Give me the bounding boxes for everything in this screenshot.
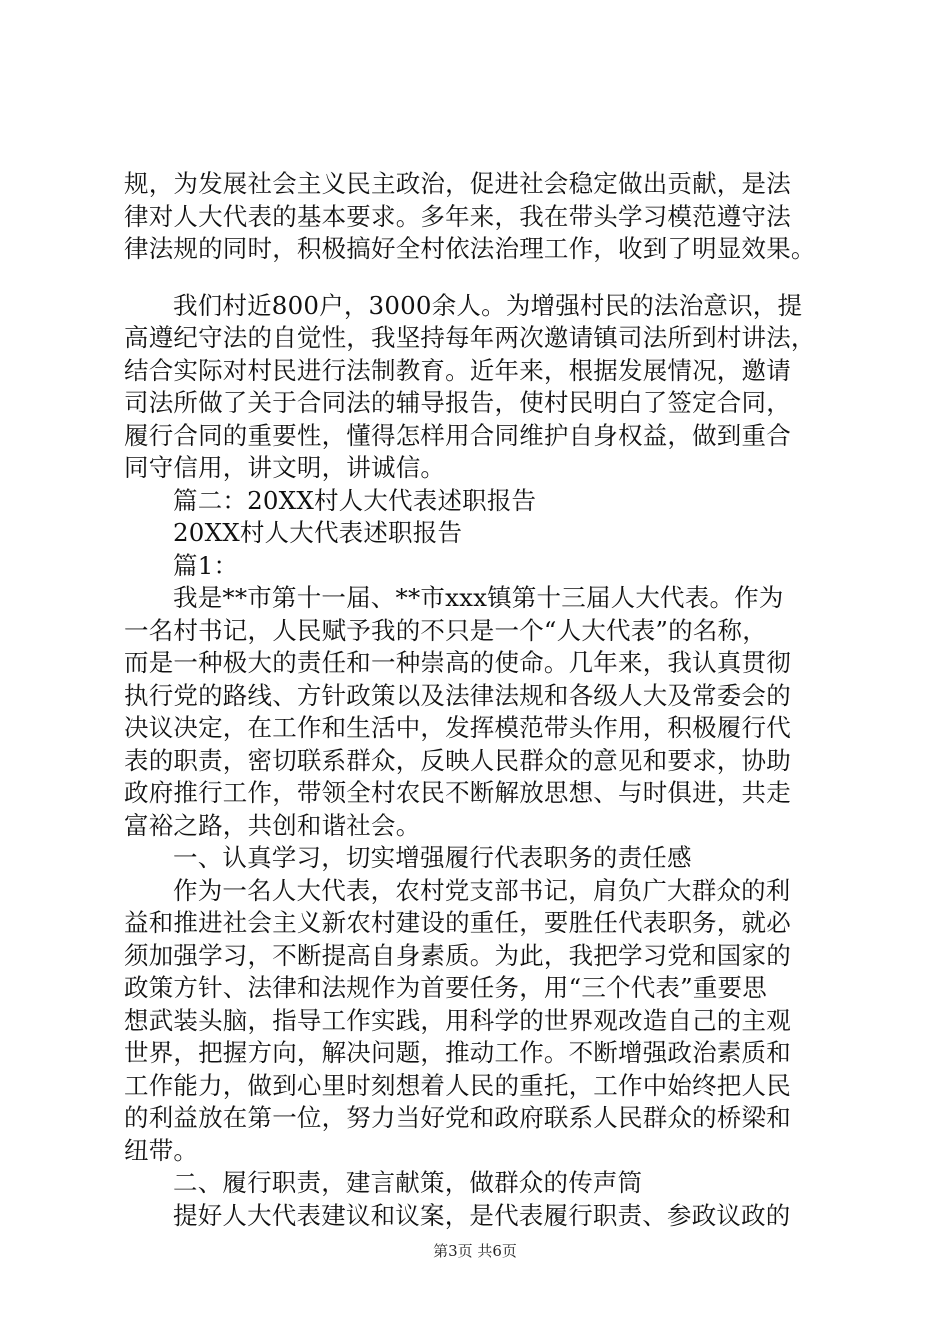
- section-heading: 篇二：20XX村人大代表述职报告: [173, 485, 537, 515]
- text-line: 世界，把握方向，解决问题，推动工作。不断增强政治素质和: [124, 1038, 791, 1067]
- text-line: 而是一种极大的责任和一种崇高的使命。几年来，我认真贯彻: [124, 648, 791, 677]
- text-line: 同守信用，讲文明，讲诚信。: [124, 453, 446, 482]
- text-line: 纽带。: [124, 1135, 199, 1165]
- paragraph-intro: [124, 582, 836, 842]
- text-line: 规，为发展社会主义民主政治，促进社会稳定做出贡献，是法: [124, 169, 791, 198]
- text-line: 政策方针、法律和法规作为首要任务，用“三个代表”重要思: [124, 973, 767, 1002]
- paragraph-continuation: [124, 168, 836, 266]
- text-line: 富裕之路，共创和谐社会。: [124, 810, 421, 840]
- text-line: 执行党的路线、方针政策以及法律法规和各级人大及常委会的: [124, 680, 791, 710]
- report-title: 20XX村人大代表述职报告: [173, 518, 463, 547]
- part-label: 篇1：: [173, 550, 239, 580]
- paragraph-gap: [124, 266, 836, 290]
- text-line: 须加强学习，不断提高自身素质。为此，我把学习党和国家的: [124, 940, 791, 970]
- text-line: 履行合同的重要性，懂得怎样用合同维护自身权益，做到重合: [124, 420, 791, 450]
- text-line: 政府推行工作，带领全村农民不断解放思想、与时俱进，共走: [124, 778, 791, 807]
- text-line: 一名村书记，人民赋予我的不只是一个“人大代表”的名称，: [124, 615, 767, 645]
- text-line: 我是**市第十一届、**市xxx镇第十三届人大代表。作为: [173, 583, 784, 612]
- subheading-study: 一、认真学习，切实增强履行代表职务的责任感: [173, 843, 692, 872]
- paragraph-village: [124, 290, 836, 485]
- subheading-duties: 二、履行职责，建言献策，做群众的传声筒: [173, 1168, 643, 1197]
- text-line: 律对人大代表的基本要求。多年来，我在带头学习模范遵守法: [124, 201, 791, 231]
- text-line: 作为一名人大代表，农村党支部书记，肩负广大群众的利: [173, 875, 791, 905]
- text-line: 益和推进社会主义新农村建设的重任，要胜任代表职务，就必: [124, 908, 791, 937]
- page-footer: 第3页 共6页: [433, 1242, 517, 1260]
- text-line: 想武装头脑，指导工作实践，用科学的世界观改造自己的主观: [124, 1005, 791, 1035]
- text-line: 司法所做了关于合同法的辅导报告，使村民明白了签定合同，: [124, 388, 791, 417]
- text-line: 高遵纪守法的自觉性，我坚持每年两次邀请镇司法所到村讲法，: [124, 323, 816, 352]
- text-line: 表的职责，密切联系群众，反映人民群众的意见和要求，协助: [124, 745, 791, 775]
- text-line: 的利益放在第一位，努力当好党和政府联系人民群众的桥梁和: [124, 1103, 791, 1132]
- text-line: 结合实际对村民进行法制教育。近年来，根据发展情况，邀请: [124, 355, 791, 385]
- document-body: [124, 168, 836, 1232]
- text-line: 提好人大代表建议和议案，是代表履行职责、参政议政的: [173, 1200, 791, 1230]
- paragraph-study: [124, 875, 836, 1168]
- text-line: 我们村近800户，3000余人。为增强村民的法治意识，提: [173, 290, 803, 320]
- text-line: 工作能力，做到心里时刻想着人民的重托，工作中始终把人民: [124, 1070, 791, 1100]
- text-line: 决议决定，在工作和生活中，发挥模范带头作用，积极履行代: [124, 713, 791, 742]
- text-line: 律法规的同时，积极搞好全村依法治理工作，收到了明显效果。: [124, 234, 816, 263]
